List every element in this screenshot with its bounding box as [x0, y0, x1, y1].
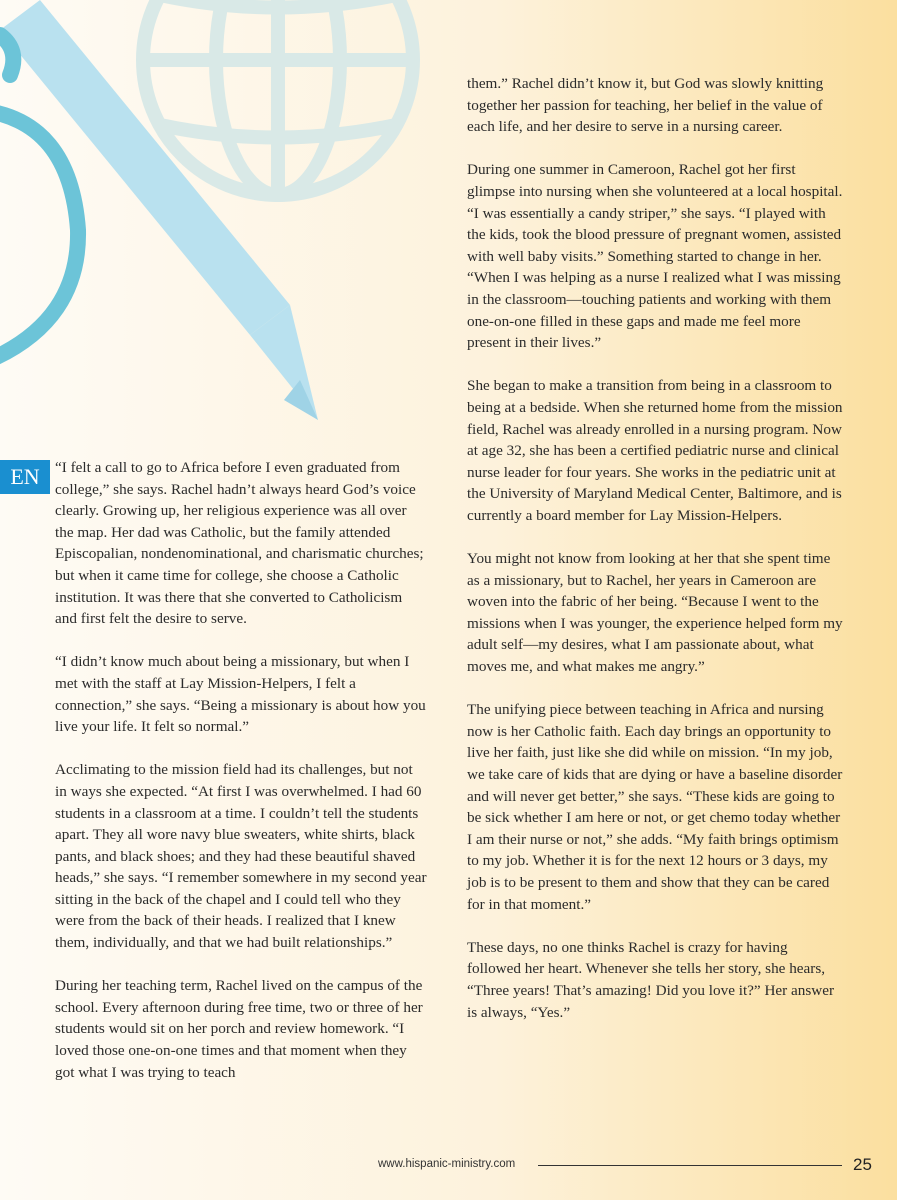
decorative-artwork [0, 0, 430, 430]
paragraph: During one summer in Cameroon, Rachel got her first glimpse into nursing when she volunteered at a local hospital. “I was essentially a candy striper,” she says. “I played with the kids, took the blood pressure of pregnant women, assisted with well baby visits.” Something started to change in her. “When I was helping as a nurse I realized what I was missing in the classroom—touching patients and working with them one-on-one filled in these gaps and made me feel more present in their lives.” [467, 161, 843, 352]
footer-url: www.hispanic-ministry.com [378, 1158, 516, 1170]
right-column [467, 73, 844, 1045]
paragraph: These days, no one thinks Rachel is crazy for having followed her heart. Whenever she tells her story, she hears, “Three years! That’s amazing! Did you love it?” Her answer is always, “Yes.” [467, 938, 835, 1021]
paragraph: During her teaching term, Rachel lived on the campus of the school. Every afternoon during free time, two or three of her students would sit on her porch and review homework. “I loved those one-on-one times and that moment when they got what I was trying to teach [55, 977, 423, 1081]
language-tag: EN [0, 460, 50, 494]
paragraph: The unifying piece between teaching in Africa and nursing now is her Catholic faith. Each day brings an opportunity to live her faith, just like she did while on mission. “In my job, we take care of kids that are dying or have a baseline disorder and will never get better,” she says. “These kids are going to be sick whether I am here or not, or get chemo today whether I am their nurse or not,” she adds. “My faith brings optimism to my job. Whether it is for the next 12 hours or 3 days, my job is to be present to them and show that they can be cared for in that moment.” [467, 701, 843, 913]
paragraph: them.” Rachel didn’t know it, but God was slowly knitting together her passion for teaching, her belief in the value of each life, and her desire to serve in a nursing career. [467, 75, 824, 136]
paragraph: “I didn’t know much about being a missionary, but when I met with the staff at Lay Mission-Helpers, I felt a connection,” she says. “Being a missionary is about how you live your life. It felt so normal.” [55, 653, 426, 736]
footer-divider [538, 1165, 842, 1166]
paragraph: You might not know from looking at her that she spent time as a missionary, but to Rachel, her years in Cameroon are woven into the fabric of her being. “Because I went to the missions when I was younger, the experience helped form my adult self—my desires, what I am passionate about, what moves me, and what makes me angry.” [467, 550, 843, 676]
globe-icon [143, 0, 413, 195]
page-number: 25 [853, 1155, 872, 1174]
left-column [55, 457, 427, 1105]
paragraph: She began to make a transition from being in a classroom to being at a bedside. When she returned home from the mission field, Rachel was already enrolled in a nursing program. Now at age 32, she has been a certified pediatric nurse and clinical nurse leader for four years. She works in the pediatric unit at the University of Maryland Medical Center, Baltimore, and is currently a board member for Lay Mission-Helpers. [467, 377, 843, 524]
paragraph: “I felt a call to go to Africa before I even graduated from college,” she says. Rachel hadn’t always heard God’s voice clearly. Growing up, her religious experience was all over the map. Her dad was Catholic, but the family attended Episcopalian, nondenominational, and charismatic churches; but when it came time for college, she choose a Catholic institution. It was there that she converted to Catholicism and first felt the desire to serve. [55, 459, 424, 628]
paragraph: Acclimating to the mission field had its challenges, but not in ways she expected. “At first I was overwhelmed. I had 60 students in a classroom at a time. I couldn’t tell the students apart. They all wore navy blue sweaters, white shirts, black pants, and black shoes; and they had these beautiful shaved heads,” she says. “I remember somewhere in my second year sitting in the back of the chapel and I could tell who they were from the back of their heads. I realized that I knew them, individually, and that we had built relationships.” [55, 761, 427, 952]
